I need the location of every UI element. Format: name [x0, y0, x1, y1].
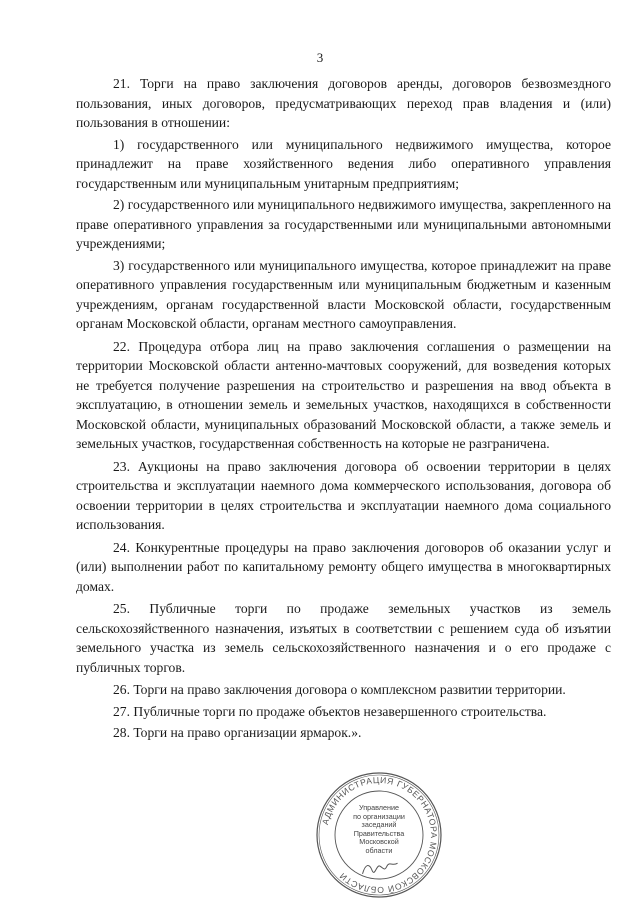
paragraph-27: 27. Публичные торги по продаже объектов незавершенного строительства. — [113, 703, 547, 719]
stamp-line: Правительства — [353, 828, 405, 838]
paragraph-22: 22. Процедура отбора лиц на право заключения соглашения о размещении на территории Московской области антенно-мачтовых сооружений, для возведения которых не требуется получение разрешения на строительство и разрешения на ввод объекта в эксплуатацию, в отношении земель и земельных участков, находящихся в собственности Московской области, муниципальных образований Московской области, а также земель и земельных участков, государственная собственность на которые не разграничена. — [76, 338, 611, 451]
stamp-line: области — [365, 845, 393, 855]
stamp-line: Московской — [359, 837, 399, 847]
stamp-line: заседаний — [361, 820, 397, 830]
handwritten-signature — [359, 856, 401, 880]
stamp-line: по организации — [353, 811, 405, 821]
paragraph-24: 24. Конкурентные процедуры на право заключения договоров об оказании услуг и (или) выполнении работ по капитальному ремонту общего имущества в многоквартирных домах. — [76, 539, 611, 594]
document-body — [76, 74, 611, 745]
paragraph-23: 23. Аукционы на право заключения договора об освоении территории в целях строительства и эксплуатации наемного дома коммерческого использования, договора об освоении территории в целях строительства и эксплуатации наемного дома социального использования. — [76, 458, 611, 532]
stamp-inner-text — [344, 804, 414, 856]
paragraph-21: 21. Торги на право заключения договоров аренды, договоров безвозмездного пользования, иных договоров, предусматривающих переход прав владения и (или) пользования в отношении: — [76, 76, 611, 130]
official-stamp — [314, 770, 444, 900]
stamp-line: Управление — [359, 803, 399, 812]
paragraph-25: 25. Публичные торги по продаже земельных участков из земель сельскохозяйственного назначения, изъятых в соответствии с решением суда об изъятии земельного участка из земель сельскохозяйственного назначения и о его продаже с публичных торгов. — [76, 601, 611, 675]
paragraph-21-item-2: 2) государственного или муниципального недвижимого имущества, закрепленного на праве оперативного управления за государственными или муниципальными автономными учреждениями; — [76, 197, 611, 251]
paragraph-28: 28. Торги на право организации ярмарок.». — [113, 725, 362, 740]
stamp-outer-text: АДМИНИСТРАЦИЯ ГУБЕРНАТОРА МОСКОВСКОЙ ОБЛАСТИ — [320, 774, 440, 896]
paragraph-21-item-1: 1) государственного или муниципального недвижимого имущества, которое принадлежит на праве хозяйственного ведения либо оперативного управления государственным или муниципальным унитарным предприятиям; — [76, 136, 611, 191]
paragraph-21-item-3: 3) государственного или муниципального имущества, которое принадлежит на праве оперативного управления государственным или муниципальным бюджетным и казенным учреждениям, органам государственной власти Московской области, государственным органам Московской области, органам местного самоуправления. — [76, 257, 611, 331]
paragraph-26: 26. Торги на право заключения договора о комплексном развитии территории. — [113, 682, 566, 697]
page-number: 3 — [316, 50, 324, 65]
